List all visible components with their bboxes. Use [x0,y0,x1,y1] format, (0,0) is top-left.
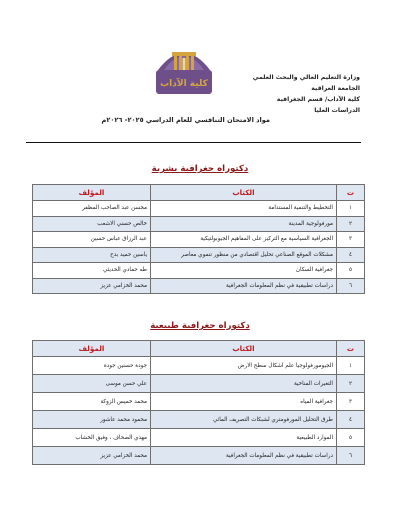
author-name: محمد الخزامي عزيز [33,447,151,465]
table-row [33,201,365,217]
section-title-human-geography: دكتوراه جغرافية بشرية [151,164,249,174]
author-name: محمود محمد عاشور [33,411,151,429]
header-line: كلية الآداب/ قسم الجغرافية [276,96,360,103]
author-name: مهدي الصحاف ، وفيق الخشاب [33,429,151,447]
college-logo [152,40,216,96]
row-number: ١ [337,201,365,217]
section-title-physical-geography: دكتوراه جغرافية طبيعية [150,321,250,331]
logo-text: كلية الآداب [160,79,208,89]
table-row [33,357,365,375]
author-name: طه حمادي الحديثي [33,263,151,279]
column-header-num: ت [337,341,365,357]
table-row [33,375,365,393]
book-title: جغرافية المياه [151,393,337,411]
row-number: ٦ [337,278,365,294]
table-row [33,263,365,279]
author-name: ياسين حميد بدح [33,247,151,263]
table-row [33,411,365,429]
row-number: ٦ [337,447,365,465]
book-title: دراسات تطبيقية في نظم المعلومات الجغرافية [151,278,337,294]
book-title: الجغرافية السياسية مع التركيز على المفاهيم الجيوبولتيكية [151,232,337,248]
table-header-row [33,341,365,357]
book-title: الجيومورفولوجيا علم اشكال سطح الارض [151,357,337,375]
row-number: ٢ [337,216,365,232]
book-title: دراسات تطبيقية في نظم المعلومات الجغرافية [151,447,337,465]
row-number: ٥ [337,429,365,447]
header-divider [26,142,361,143]
physical-geography-table [32,340,365,465]
book-title: جغرافية السكان [151,263,337,279]
column-header-author: المؤلف [33,341,151,357]
book-title: الموارد الطبيعية [151,429,337,447]
book-title: التخطيط والتنمية المستدامة [151,201,337,217]
row-number: ٣ [337,232,365,248]
book-title: مورفولوجية المدينة [151,216,337,232]
exam-title: مواد الامتحان التنافسي للعام الدراسي ٢٠٢٥- ٢٠٢٦م [101,116,270,124]
book-title: طرق التحليل المورفومتري لشبكات التصريف المائي [151,411,337,429]
header-line: وزارة التعليم العالي والبحث العلمي [252,74,360,81]
header-line: الدراسات العليا [314,107,360,114]
row-number: ٤ [337,411,365,429]
book-title: مشكلات الموقع الصناعي تحليل اقتصادي من منظور تنموي معاصر [151,247,337,263]
table-row [33,447,365,465]
author-name: محمد الخزامي عزيز [33,278,151,294]
table-row [33,232,365,248]
column-header-author: المؤلف [33,185,151,201]
human-geography-table [32,184,365,294]
table-row [33,278,365,294]
row-number: ١ [337,357,365,375]
row-number: ٥ [337,263,365,279]
author-name: علي حسن موسى [33,375,151,393]
table-header-row [33,185,365,201]
table-row [33,216,365,232]
author-name: محسن عبد الصاحب المظفر [33,201,151,217]
column-header-book: الكتاب [151,341,337,357]
row-number: ٣ [337,393,365,411]
book-title: التغيرات المناخية [151,375,337,393]
author-name: خالص حسني الاشعب [33,216,151,232]
table-row [33,247,365,263]
column-header-num: ت [337,185,365,201]
row-number: ٤ [337,247,365,263]
table-row [33,393,365,411]
row-number: ٢ [337,375,365,393]
author-name: جودة حسنين جودة [33,357,151,375]
ministry-header [230,72,360,116]
header-line: الجامعة العراقية [311,85,360,92]
author-name: عبد الرزاق عباس حسين [33,232,151,248]
column-header-book: الكتاب [151,185,337,201]
author-name: محمد خميس الزوكة [33,393,151,411]
table-row [33,429,365,447]
